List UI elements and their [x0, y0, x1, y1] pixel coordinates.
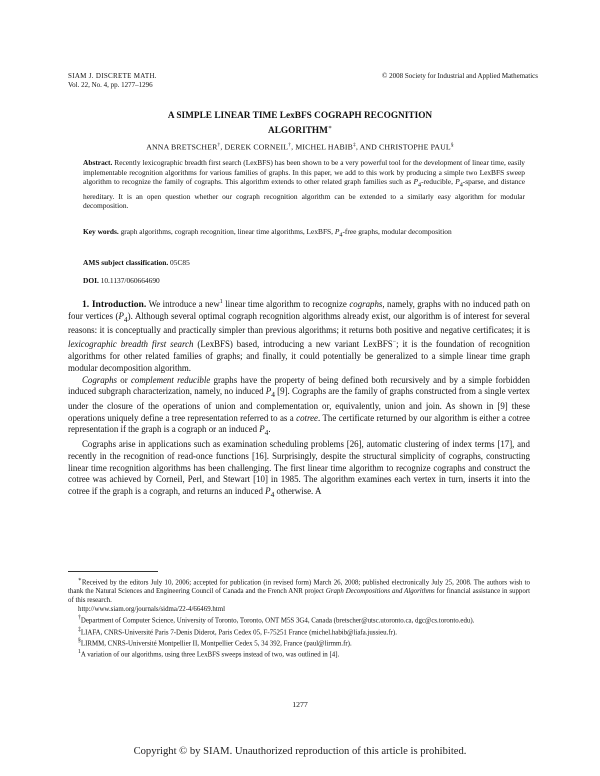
doi-heading: DOI. [83, 276, 99, 285]
footnotes [68, 576, 530, 659]
abstract-text: -reducible, [421, 177, 456, 187]
footnote-text: for financial assistance in support of this research. [68, 588, 530, 605]
footnote-toronto [68, 614, 530, 625]
math-p4: P [334, 227, 340, 236]
body-text: (LexBFS) based, introducing a new variant LexBFS [193, 339, 393, 350]
footnote-mark: † [78, 615, 81, 622]
intro-paragraph-3 [68, 439, 530, 501]
keywords-heading: Key words. [83, 227, 119, 236]
body-text: graphs have the property of being defined both recursively and by a simple forbidden induced subgraph characterization, namely, no induced [68, 374, 530, 397]
math-superscript: − [392, 339, 397, 346]
running-header-journal [68, 72, 157, 90]
author-habib: , MICHEL HABIB [291, 142, 353, 152]
footnote-liafa [68, 626, 530, 637]
footnote-text: Received by the editors July 10, 2006; accepted for publication (in revised form) March 26, 2008; published electronically July 25, 2008. The authors wish to thank the Natural Sciences and Engineering Council of Canada and the French ANR project [68, 579, 530, 596]
author-mark: ‡ [352, 142, 356, 148]
footnote-variation [68, 648, 530, 659]
ams-value: 05C85 [168, 258, 190, 267]
body-text: We introduce a new [146, 298, 220, 309]
math-subscript: 4 [418, 182, 422, 189]
footnote-mark: § [78, 637, 81, 644]
body-text: . [268, 424, 271, 435]
math-subscript: 4 [270, 490, 275, 500]
footnote-mark: ‡ [78, 626, 81, 633]
math-p4: P [118, 310, 124, 321]
body-text: , namely, graphs with no induced path on four vertices ( [68, 298, 531, 321]
math-subscript: 4 [271, 390, 275, 400]
running-header-copyright: © 2008 Society for Industrial and Applied Mathematics [382, 72, 538, 80]
author-corneil: , DEREK CORNEIL [220, 142, 289, 152]
section-heading: 1. Introduction. [82, 298, 147, 310]
math-p4: P [413, 177, 419, 187]
footnote-text: LIRMM, CNRS-Université Montpellier II, Montpellier Cedex 5, 34 392, France (paul@lirmm.fr). [80, 640, 352, 648]
copyright-notice: Copyright © by SIAM. Unauthorized reproduction of this article is prohibited. [133, 746, 467, 757]
math-p4: P [455, 177, 460, 187]
math-subscript: 4 [123, 314, 128, 324]
body-emph: complement reducible [130, 374, 211, 385]
body-text: or [117, 374, 131, 385]
body-emph: cographs [349, 298, 383, 309]
journal-name: SIAM J. DISCRETE MATH. [68, 72, 157, 80]
abstract-text: Recently lexicographic breadth first search (LexBFS) has been shown to be a very powerful tool for the development of linear time, easily implementable recognition algorithms for various families of graphs. In this paper, we add to this work by producing a simple two LexBFS sweep algorithm to recognize the family of cographs. This algorithm extends to other related graph families such as [83, 158, 525, 187]
abstract-text: -sparse, and distance hereditary. It is an open question whether our cograph recognition algorithm can be extended to a similarly easy algorithm for modular decomposition. [83, 177, 525, 211]
footnote-text: Department of Computer Science, University of Toronto, Toronto, ONT M5S 3G4, Canada (bretscher@utsc.utoronto.ca, dgc@cs.toronto.edu). [80, 617, 475, 625]
ams-classification [83, 258, 190, 268]
author-list [60, 140, 540, 153]
footnote-link[interactable]: http://www.siam.org/journals/sidma/22-4/66469.html [78, 606, 225, 614]
footnote-received [68, 576, 530, 605]
math-subscript: 4 [264, 428, 269, 438]
author-mark: † [288, 142, 292, 148]
footnote-emph: Graph Decompositions and Algorithms [325, 588, 435, 596]
footnote-ref: 1 [219, 299, 223, 305]
author-paul: , AND CHRISTOPHE PAUL [355, 142, 451, 152]
footnote-lirmm [68, 637, 530, 648]
body-text: ). Although several optimal cograph recognition algorithms already exist, our algorithm is of interest for several reasons: it is conceptually and practically simpler than previous algorithms; it returns both positive and negative certificates; it is [68, 310, 530, 336]
body-text: linear time algorithm to recognize [222, 298, 350, 309]
math-p4: P [259, 424, 265, 435]
math-subscript: 4 [339, 232, 343, 239]
math-subscript: 4 [459, 182, 463, 189]
author-bretscher: ANNA BRETSCHER [146, 142, 218, 152]
author-mark: † [217, 142, 221, 148]
title-line-1: A SIMPLE LINEAR TIME LexBFS COGRAPH RECOGNITION [167, 111, 433, 121]
page-number: 1277 [292, 700, 308, 709]
ams-heading: AMS subject classification. [83, 258, 169, 267]
title-footnote-mark: ∗ [327, 125, 332, 131]
doi-value: 10.1137/060664690 [98, 276, 160, 285]
footnote-text: LIAFA, CNRS-Université Paris 7-Denis Diderot, Paris Cedex 05, F-75251 France (michel.habib@liafa.jussieu.fr). [80, 628, 397, 636]
footnote-text: A variation of our algorithms, using three LexBFS sweeps instead of two, was outlined in [4]. [80, 651, 340, 659]
math-p4: P [265, 486, 271, 497]
body-emph: lexicographic breadth first search [68, 339, 194, 350]
abstract-heading: Abstract. [83, 158, 113, 167]
keywords-text: -free graphs, modular decomposition [342, 227, 452, 236]
introduction-section [68, 297, 530, 501]
body-emph: Cographs [82, 374, 118, 385]
intro-paragraph-1 [68, 297, 530, 375]
keywords [83, 227, 525, 241]
body-text: otherwise. A [274, 486, 322, 497]
footnote-mark: ∗ [78, 577, 82, 583]
body-text: . The certificate returned by our algorithm is either a cotree representation if the graph is a cograph or an induced [68, 412, 530, 435]
journal-volume: Vol. 22, No. 4, pp. 1277–1296 [68, 81, 153, 89]
footnote-mark: 1 [78, 649, 81, 656]
paper-title [100, 110, 500, 137]
footnote-divider [68, 571, 158, 572]
body-emph: cotree [296, 412, 319, 423]
abstract [83, 158, 525, 211]
doi [83, 276, 160, 286]
author-mark: § [450, 142, 454, 148]
math-p4: P [265, 386, 272, 397]
title-line-2: ALGORITHM [268, 126, 328, 137]
body-text: Cographs arise in applications such as examination scheduling problems [26], automatic clustering of index terms [17], and recently in the recognition of read-once functions [16]. Surprisingly, despite the structural simplicity of cographs, constructing linear time recognition algorithms has been challenging. The first linear time algorithm to recognize cographs and construct the cotree was achieved by Corneil, Perl, and Stewart [10] in 1985. The algorithm examines each vertex in turn, inserts it into the cotree if the graph is a cograph, and returns an induced [68, 439, 530, 497]
body-text: ; it is the foundation of recognition algorithms for other related families of graphs; and finally, it could potentially be generalized to a simple linear time graph modular decomposition algorithm. [68, 339, 530, 373]
intro-paragraph-2 [68, 375, 530, 440]
keywords-text: graph algorithms, cograph recognition, linear time algorithms, LexBFS, [118, 227, 335, 236]
body-text: [9]. Cographs are the family of graphs constructed from a single vertex under the closure of the operations of union and complementation or, equivalently, union and join. As shown in [9] these operations uniquely define a tree representation referred to as a [68, 386, 530, 423]
footnote-url [68, 605, 530, 614]
